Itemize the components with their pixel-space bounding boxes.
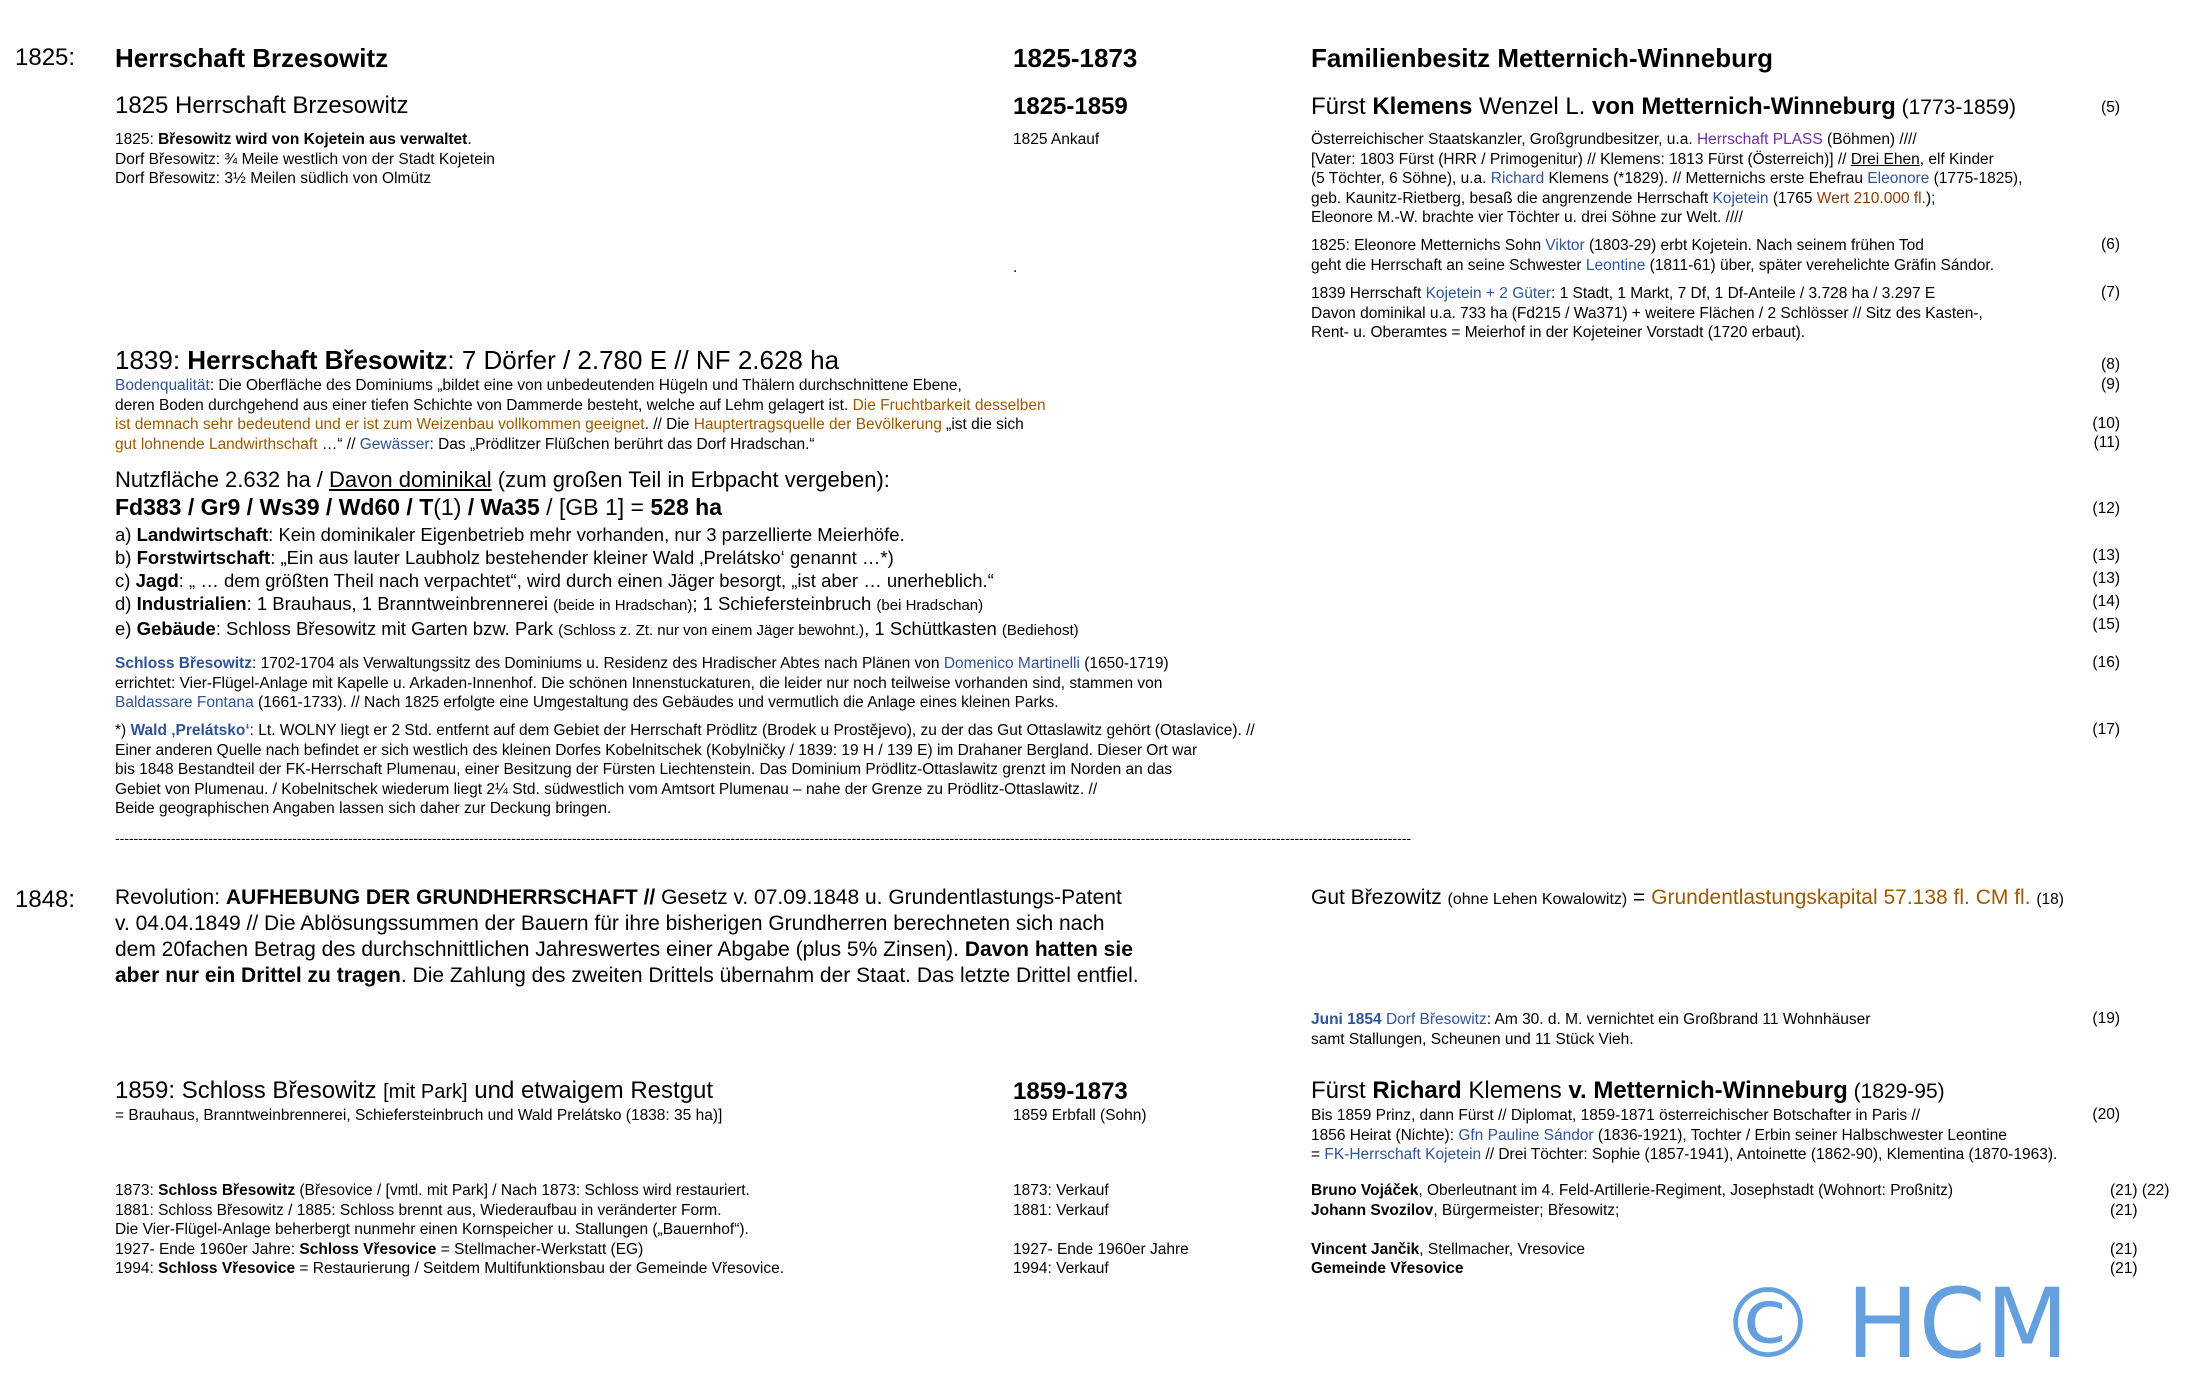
table-row: Die Vier-Flügel-Anlage beherbergt nunmehr einen Kornspeicher u. Stallungen („Bauernhof“). [115, 1221, 749, 1238]
owner-richard: Fürst Richard Klemens v. Metternich-Winneburg (1829-95) [1311, 1077, 1945, 1104]
ref-16: (16) [2092, 654, 2120, 671]
ref-6: (6) [2101, 236, 2120, 253]
later-refs: (21) (22) (21) (21) (21) [2110, 1182, 2170, 1277]
revolution-text: Revolution: AUFHEBUNG DER GRUNDHERRSCHAFT // Gesetz v. 07.09.1848 u. Grundentlastungs-Patent v. 04.04.1849 // Die Ablösungssummen der Bauern für ihre bisherigen Grundherren berechneten sich nach dem 20fachen Betrag des durchschnittlichen Jahreswertes einer Abgabe (plus 5% Zinsen). Davon hatten sie aber nur ein Drittel zu tragen. Die Zahlung des zweiten Drittels übernahm der Staat. Das letzte Drittel entfiel. [115, 886, 1139, 987]
wald-note: *) Wald ‚Prelátsko‘: Lt. WOLNY liegt er 2 Std. entfernt auf dem Gebiet der Herrschaft Prödlitz (Brodek u Prostějevo), zu der das Gut Ottaslawitz gehört (Otaslavice). // Einer anderen Quelle nach befindet er sich westlich des kleinen Dorfes Kobelnitschek (Kobylničky / 1839: 19 H / 139 E) im Drahaner Bergland. Dieser Ort war bis 1848 Bestandteil der FK-Herrschaft Plumenau, einer Besitzung der Fürsten Liechtenstein. Das Dominium Prödlitz-Ottaslawitz grenzt im Norden an das Gebiet von Plumenau. / Kobelnitschek wiederum liegt 2¼ Std. südwestlich vom Amtsort Plumenau – nahe der Grenze zu Prödlitz-Ottaslawitz. // Beide geographischen Angaben lassen sich daher zur Deckung bringen. [115, 722, 1255, 817]
note-line: Dorf Břesowitz: 3½ Meilen südlich von Olmütz [115, 170, 432, 187]
richard-bio: Bis 1859 Prinz, dann Fürst // Diplomat, 1859-1871 österreichischer Botschafter in Paris // 1856 Heirat (Nichte): Gfn Pauline Sándor (1836-1921), Tochter / Erbin seiner Halbschwester Leontine = FK-Herrschaft Kojetein // Drei Töchter: Sophie (1857-1941), Antoinette (1862-90), Klementina (1870-1963). [1311, 1107, 2058, 1163]
ref-20: (20) [2092, 1106, 2120, 1123]
divider-line: -------------------------------------------------------------------------------------------------------------------------------------------------------------------------------------------------------------------------------------------------------------------------------------- [115, 830, 1412, 846]
viktor-note: 1825: Eleonore Metternichs Sohn Viktor (1803-29) erbt Kojetein. Nach seinem frühen Tod geht die Herrschaft an seine Schwester Leontine (1811-61) über, später verehelichte Gräfin Sándor. [1311, 237, 1994, 274]
subtitle-1825: 1825 Herrschaft Brzesowitz [115, 92, 409, 119]
nutzflaeche: Nutzfläche 2.632 ha / Davon dominikal (zum großen Teil in Erbpacht vergeben): [115, 467, 890, 492]
title-1839: 1839: Herrschaft Břesowitz: 7 Dörfer / 2.780 E // NF 2.628 ha [115, 345, 840, 375]
later-actions: 1873: Verkauf 1881: Verkauf 1927- Ende 1960er Jahre 1994: Verkauf [1013, 1182, 1189, 1277]
brand-1854: Juni 1854 Dorf Břesowitz: Am 30. d. M. vernichtet ein Großbrand 11 Wohnhäuser samt Stallungen, Scheunen und 11 Stück Vieh. [1311, 1011, 1871, 1048]
ref-14: (14) [2092, 593, 2120, 610]
year-1825: 1825: [15, 44, 76, 71]
kojetein-note: 1839 Herrschaft Kojetein + 2 Güter: 1 Stadt, 1 Markt, 7 Df, 1 Df-Anteile / 3.728 ha / 3.297 E Davon dominikal u.a. 733 ha (Fd215 / Wa371) + weitere Flächen / 2 Schlösser // Sitz des Kasten-, Rent- u. Oberamtes = Meierhof in der Kojeteiner Vorstadt (1720 erbaut). [1311, 285, 1983, 341]
header-title: Herrschaft Brzesowitz [115, 43, 389, 73]
owner-klemens: Fürst Klemens Wenzel L. von Metternich-Winneburg (1773-1859) [1311, 93, 2017, 120]
nutzung-list [115, 523, 1079, 642]
table-row: 1873: Schloss Břesowitz (Břesovice / [vmtl. mit Park] / Nach 1873: Schloss wird restauriert. [115, 1182, 750, 1199]
ref-17: (17) [2092, 721, 2120, 738]
year-1848: 1848: [15, 886, 76, 913]
erbfall: 1859 Erbfall (Sohn) [1013, 1107, 1147, 1124]
flaechen-formel: Fd383 / Gr9 / Ws39 / Wd60 / T(1) / Wa35 / [GB 1] = 528 ha [115, 494, 722, 520]
sub-1859: = Brauhaus, Branntweinbrennerei, Schiefersteinbruch und Wald Prelátsko (1838: 35 ha)] [115, 1107, 723, 1124]
title-1859: 1859: Schloss Břesowitz [mit Park] und etwaigem Restgut [115, 1077, 714, 1104]
note-line: 1825: Břesowitz wird von Kojetein aus verwaltet. [115, 131, 472, 148]
watermark-hcm: © HCM [1720, 1268, 2069, 1380]
period-1825-1859: 1825-1859 [1013, 93, 1128, 120]
gut-brezowitz: Gut Březowitz (ohne Lehen Kowalowitz) = Grundentlastungskapital 57.138 fl. CM fl. (18) [1311, 886, 2064, 909]
schloss-note: Schloss Břesowitz: 1702-1704 als Verwaltungssitz des Dominiums u. Residenz des Hradischer Abtes nach Plänen von Domenico Martinelli (1650-1719) errichtet: Vier-Flügel-Anlage mit Kapelle u. Arkaden-Innenhof. Die schönen Innenstuckaturen, die leider nur noch teilweise vorhanden sind, stammen von Baldassare Fontana (1661-1733). // Nach 1825 erfolgte eine Umgestaltung des Gebäudes und vermutlich die Anlage eines kleinen Parks. [115, 655, 1169, 711]
ref-9: (9) [2101, 376, 2120, 393]
note-line: Dorf Břesowitz: ¾ Meile westlich von der Stadt Kojetein [115, 150, 495, 168]
ref-15: (15) [2092, 616, 2120, 633]
table-row: 1927- Ende 1960er Jahre: Schloss Vřesovice = Stellmacher-Werkstatt (EG) [115, 1240, 644, 1258]
ref-8: (8) [2101, 356, 2120, 373]
metternich-bio: Österreichischer Staatskanzler, Großgrundbesitzer, u.a. Herrschaft PLASS (Böhmen) //// [Vater: 1803 Fürst (HRR / Primogenitur) // Klemens: 1813 Fürst (Österreich)] // Drei Ehen, elf Kinder (5 Töchter, 6 Söhne), u.a. Richard Klemens (*1829). // Metternichs erste Ehefrau Eleonore (1775-1825), geb. Kaunitz-Rietberg, besaß die angrenzende Herrschaft Kojetein (1765 Wert 210.000 fl.); Eleonore M.-W. brachte vier Töchter u. drei Söhne zur Welt. //// [1311, 131, 2023, 226]
table-row: 1994: Schloss Vřesovice = Restaurierung / Seitdem Multifunktionsbau der Gemeinde Vřesovice. [115, 1260, 785, 1277]
ref-7: (7) [2101, 284, 2120, 301]
list-item: a) Landwirtschaft: Kein dominikaler Eigenbetrieb mehr vorhanden, nur 3 parzellierte Meierhöfe. [115, 524, 905, 545]
ref-12: (12) [2092, 500, 2120, 517]
ref-19: (19) [2092, 1010, 2120, 1027]
list-item: c) Jagd: „ … dem größten Theil nach verpachtet“, wird durch einen Jäger besorgt, „ist aber … unerheblich.“ [115, 570, 994, 591]
acquisition: 1825 Ankauf [1013, 131, 1100, 148]
notes-1825 [115, 130, 495, 189]
table-row: 1881: Schloss Břesowitz / 1885: Schloss brennt aus, Wiederaufbau in veränderter Form. [115, 1201, 722, 1219]
header-owner-title: Familienbesitz Metternich-Winneburg [1311, 43, 1774, 73]
later-left [115, 1181, 784, 1279]
dot: . [1013, 259, 1018, 276]
bodenqualitaet: Bodenqualität: Die Oberfläche des Dominiums „bildet eine von unbedeutenden Hügeln und Thälern durchschnittene Ebene, deren Boden durchgehend aus einer tiefen Schichte von Dammerde besteht, welche auf Lehm gelagert ist. Die Fruchtbarkeit desselben ist demnach sehr bedeutend und er ist zum Weizenbau vollkommen geeignet. // Die Hauptertragsquelle der Bevölkerung „ist die sich gut lohnende Landwirthschaft …“ // Gewässer: Das „Prödlitzer Flüßchen berührt das Dorf Hradschan.“ [115, 377, 1046, 453]
ref-10: (10) [2092, 415, 2120, 432]
header-period: 1825-1873 [1013, 43, 1138, 73]
ref-11: (11) [2093, 434, 2120, 451]
ref-5: (5) [2101, 99, 2120, 116]
list-item: d) Industrialien: 1 Brauhaus, 1 Branntweinbrennerei (beide in Hradschan); 1 Schiefersteinbruch (bei Hradschan) [115, 593, 984, 614]
ref-13a: (13) [2092, 547, 2120, 564]
later-owners: Bruno Vojáček, Oberleutnant im 4. Feld-Artillerie-Regiment, Josephstadt (Wohnort: Proßnitz) Johann Svozilov, Bürgermeister; Břesowitz; Vincent Jančik, Stellmacher, Vresovice Gemeinde Vřesovice [1311, 1182, 1954, 1277]
list-item: b) Forstwirtschaft: „Ein aus lauter Laubholz bestehender kleiner Wald ‚Prelátsko‘ genannt …*) [115, 547, 894, 568]
list-item: e) Gebäude: Schloss Břesowitz mit Garten bzw. Park (Schloss z. Zt. nur von einem Jäger bewohnt.), 1 Schüttkasten (Bediehost) [115, 618, 1079, 639]
ref-13b: (13) [2092, 570, 2120, 587]
period-1859-1873: 1859-1873 [1013, 1078, 1128, 1105]
